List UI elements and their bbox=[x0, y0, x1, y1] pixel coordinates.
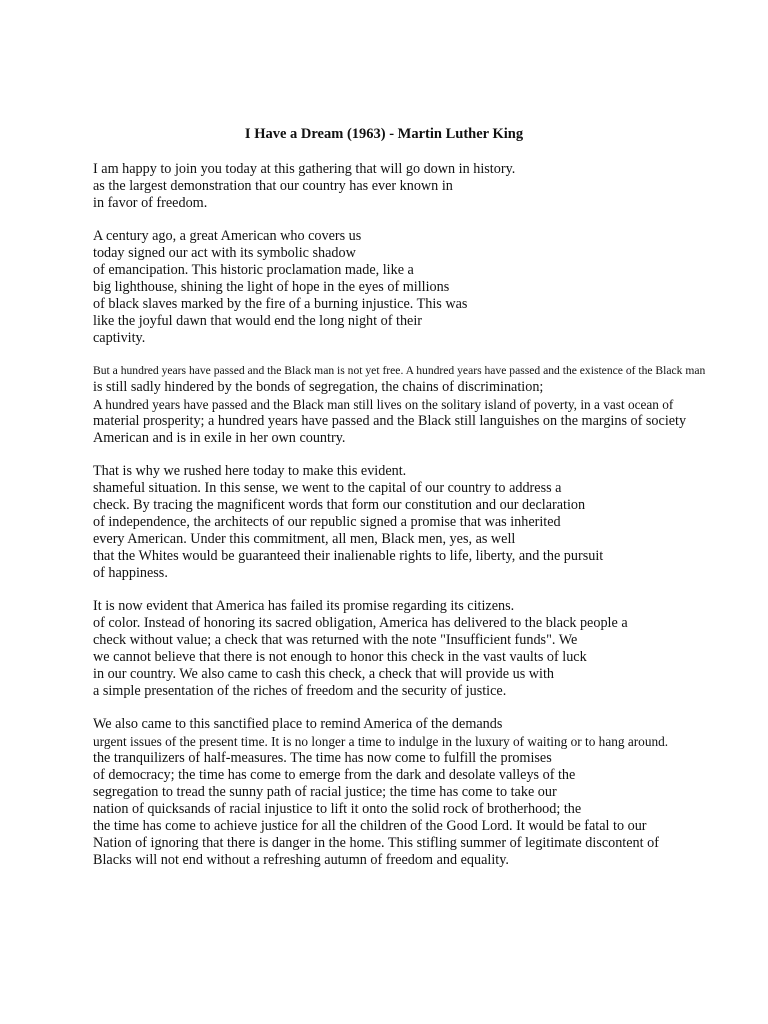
text-line: of democracy; the time has come to emerge from the dark and desolate valleys of the bbox=[93, 767, 576, 783]
paragraph-3 bbox=[93, 363, 733, 447]
text-line: That is why we rushed here today to make this evident. bbox=[93, 463, 407, 479]
text-line: A century ago, a great American who covers us bbox=[93, 228, 362, 244]
text-line: But a hundred years have passed and the Black man is not yet free. A hundred years have passed and the existence of the Black man bbox=[93, 364, 706, 377]
text-line: of independence, the architects of our republic signed a promise that was inherited bbox=[93, 514, 561, 530]
text-line: the tranquilizers of half-measures. The time has now come to fulfill the promises bbox=[93, 750, 552, 766]
text-line: of happiness. bbox=[93, 565, 168, 581]
text-line: in our country. We also came to cash this check, a check that will provide us with bbox=[93, 666, 555, 682]
text-line: of emancipation. This historic proclamation made, like a bbox=[93, 262, 414, 278]
paragraph-1 bbox=[93, 161, 733, 212]
text-line: every American. Under this commitment, all men, Black men, yes, as well bbox=[93, 531, 516, 547]
document-title: I Have a Dream (1963) - Martin Luther King bbox=[244, 126, 524, 142]
text-line: like the joyful dawn that would end the long night of their bbox=[93, 313, 423, 329]
text-line: in favor of freedom. bbox=[93, 195, 208, 211]
text-line: urgent issues of the present time. It is no longer a time to indulge in the luxury of waiting or to hang around. bbox=[93, 734, 669, 749]
text-line: segregation to tread the sunny path of racial justice; the time has come to take our bbox=[93, 784, 557, 800]
text-line: nation of quicksands of racial injustice to lift it onto the solid rock of brotherhood; the bbox=[93, 801, 582, 817]
text-line: big lighthouse, shining the light of hope in the eyes of millions bbox=[93, 279, 450, 295]
text-line: Nation of ignoring that there is danger in the home. This stifling summer of legitimate discontent of bbox=[93, 835, 659, 851]
text-line: of color. Instead of honoring its sacred obligation, America has delivered to the black people a bbox=[93, 615, 628, 631]
text-line: a simple presentation of the riches of freedom and the security of justice. bbox=[93, 683, 507, 699]
document-body bbox=[93, 161, 733, 885]
text-line: today signed our act with its symbolic shadow bbox=[93, 245, 356, 261]
paragraph-2 bbox=[93, 228, 733, 347]
text-line: that the Whites would be guaranteed their inalienable rights to life, liberty, and the pursuit bbox=[93, 548, 604, 564]
text-line: A hundred years have passed and the Black man still lives on the solitary island of poverty, in a vast ocean of bbox=[93, 397, 674, 412]
text-line: is still sadly hindered by the bonds of segregation, the chains of discrimination; bbox=[93, 379, 544, 395]
text-line: we cannot believe that there is not enough to honor this check in the vast vaults of luck bbox=[93, 649, 587, 665]
text-line: captivity. bbox=[93, 330, 146, 346]
text-line: We also came to this sanctified place to remind America of the demands bbox=[93, 716, 503, 732]
text-line: American and is in exile in her own country. bbox=[93, 430, 346, 446]
text-line: It is now evident that America has failed its promise regarding its citizens. bbox=[93, 598, 515, 614]
text-line: I am happy to join you today at this gathering that will go down in history. bbox=[93, 161, 516, 177]
text-line: of black slaves marked by the fire of a burning injustice. This was bbox=[93, 296, 468, 312]
text-line: check without value; a check that was returned with the note "Insufficient funds". We bbox=[93, 632, 578, 648]
text-line: material prosperity; a hundred years have passed and the Black still languishes on the margins of society bbox=[93, 413, 687, 429]
paragraph-6 bbox=[93, 716, 733, 869]
text-line: Blacks will not end without a refreshing autumn of freedom and equality. bbox=[93, 852, 509, 868]
paragraph-4 bbox=[93, 463, 733, 582]
text-line: the time has come to achieve justice for all the children of the Good Lord. It would be fatal to our bbox=[93, 818, 647, 834]
text-line: check. By tracing the magnificent words that form our constitution and our declaration bbox=[93, 497, 586, 513]
text-line: as the largest demonstration that our country has ever known in bbox=[93, 178, 453, 194]
text-line: shameful situation. In this sense, we went to the capital of our country to address a bbox=[93, 480, 562, 496]
paragraph-5 bbox=[93, 598, 733, 700]
